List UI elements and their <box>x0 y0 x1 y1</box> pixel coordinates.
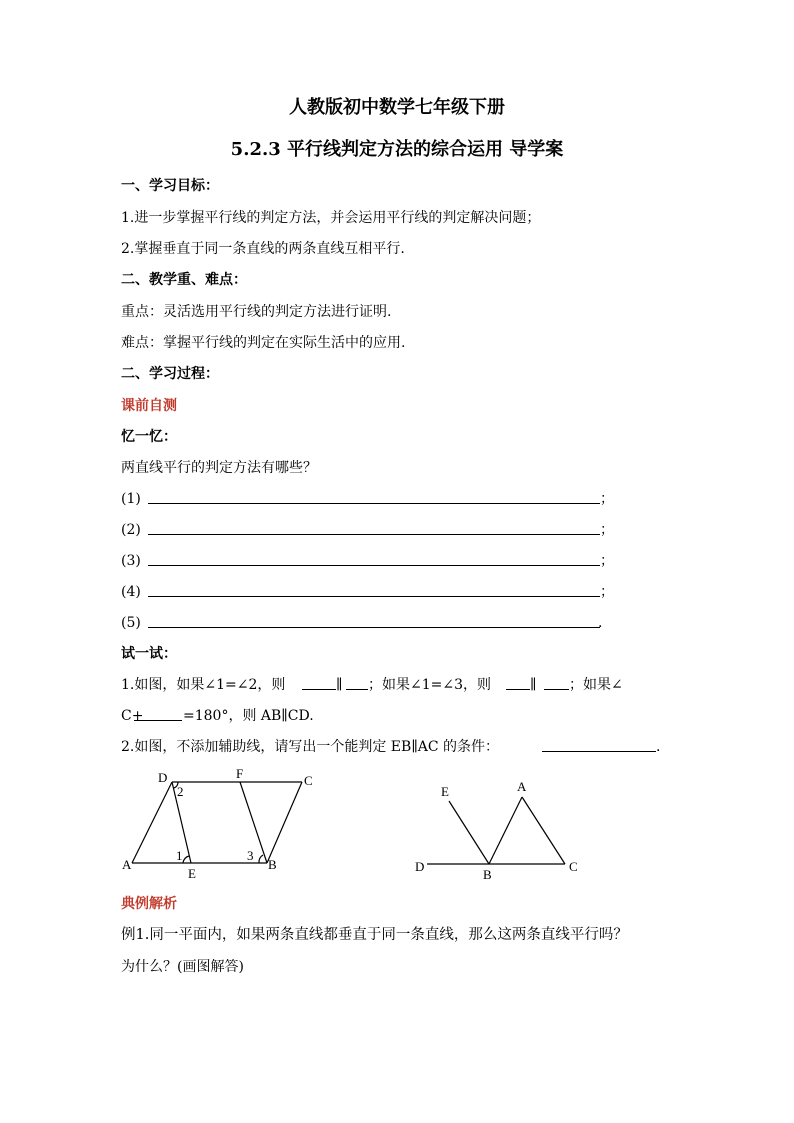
q1-blank-1[interactable] <box>302 689 336 690</box>
point-label-a: A <box>517 779 527 794</box>
goal-item-2: 2.掌握垂直于同一条直线的两条直线互相平行. <box>121 241 405 257</box>
segment-ba <box>489 797 522 864</box>
segment-bc <box>267 782 302 863</box>
point-label-d: D <box>415 859 425 874</box>
q2-end: . <box>656 739 661 755</box>
answer-blank-3[interactable] <box>148 565 600 566</box>
point-label-b: B <box>268 857 277 872</box>
blank-end-2: ； <box>600 522 614 538</box>
segment-eb <box>449 801 489 864</box>
q1-parallel-1: ∥ <box>336 677 343 693</box>
section-goals-heading: 一、学习目标： <box>121 178 219 194</box>
try-heading: 试一试： <box>121 646 177 662</box>
blank-end-4: ； <box>600 584 614 600</box>
q1-text-a: 1.如图，如果∠1=∠2，则 <box>121 677 286 693</box>
figure-triangle <box>405 775 595 885</box>
angle-arc-3 <box>259 855 263 863</box>
blank-label-3: (3) <box>121 553 141 569</box>
section-process-heading: 二、学习过程： <box>121 366 219 382</box>
q1-text-f: C+ <box>121 708 144 724</box>
example-line-2: 为什么？(画图解答) <box>121 959 244 975</box>
q1-text-c: ；如果∠1=∠3，则 <box>368 677 492 693</box>
q2-answer-blank[interactable] <box>542 751 656 752</box>
q1-text-e: ；如果∠ <box>569 677 623 693</box>
blank-end-5: . <box>598 615 603 631</box>
q1-text-g: =180°，则 AB∥CD. <box>183 708 314 724</box>
point-label-f: F <box>236 766 244 781</box>
segment-fb <box>240 782 267 863</box>
blank-label-2: (2) <box>121 522 141 538</box>
section-key-points-heading: 二、教学重、难点： <box>121 272 247 288</box>
point-label-b: B <box>483 867 492 882</box>
blank-label-5: (5) <box>121 615 141 631</box>
goal-item-1: 1.进一步掌握平行线的判定方法，并会运用平行线的判定解决问题； <box>121 210 541 226</box>
answer-blank-5[interactable] <box>148 627 600 628</box>
q1-blank-5[interactable] <box>134 720 182 721</box>
recall-heading: 忆一忆： <box>121 429 177 445</box>
example-heading: 典例解析 <box>121 896 177 912</box>
blank-label-1: (1) <box>121 491 141 507</box>
q1-blank-4[interactable] <box>544 689 569 690</box>
q1-blank-2[interactable] <box>346 689 368 690</box>
page-title: 人教版初中数学七年级下册 <box>289 97 505 118</box>
answer-blank-2[interactable] <box>148 534 600 535</box>
answer-blank-4[interactable] <box>148 596 600 597</box>
angle-arc-1 <box>183 856 189 863</box>
recall-question: 两直线平行的判定方法有哪些？ <box>121 460 317 476</box>
key-point: 重点：灵活选用平行线的判定方法进行证明. <box>121 304 392 320</box>
page-subtitle: 5.2.3 平行线判定方法的综合运用 导学案 <box>230 139 564 160</box>
point-label-e: E <box>188 866 196 881</box>
q1-blank-3[interactable] <box>506 689 530 690</box>
segment-ad <box>132 782 172 863</box>
answer-blank-1[interactable] <box>148 503 600 504</box>
point-label-e: E <box>441 784 449 799</box>
blank-label-4: (4) <box>121 584 141 600</box>
figure-parallelogram <box>112 765 352 885</box>
q2-text: 2.如图，不添加辅助线，请写出一个能判定 EB∥AC 的条件： <box>121 739 500 755</box>
segment-ac <box>522 797 565 864</box>
point-label-c: C <box>569 859 578 874</box>
point-label-a: A <box>122 857 132 872</box>
q1-parallel-2: ∥ <box>530 677 537 693</box>
angle-label-1: 1 <box>176 848 183 863</box>
point-label-d: D <box>158 770 168 785</box>
blank-end-1: ； <box>600 491 614 507</box>
angle-label-2: 2 <box>177 784 184 799</box>
angle-label-3: 3 <box>247 848 254 863</box>
blank-end-3: ； <box>600 553 614 569</box>
point-label-c: C <box>304 773 313 788</box>
pre-test-heading: 课前自测 <box>121 398 177 414</box>
example-line-1: 例1.同一平面内，如果两条直线都垂直于同一条直线，那么这两条直线平行吗？ <box>121 927 628 943</box>
difficult-point: 难点：掌握平行线的判定在实际生活中的应用. <box>121 335 406 351</box>
